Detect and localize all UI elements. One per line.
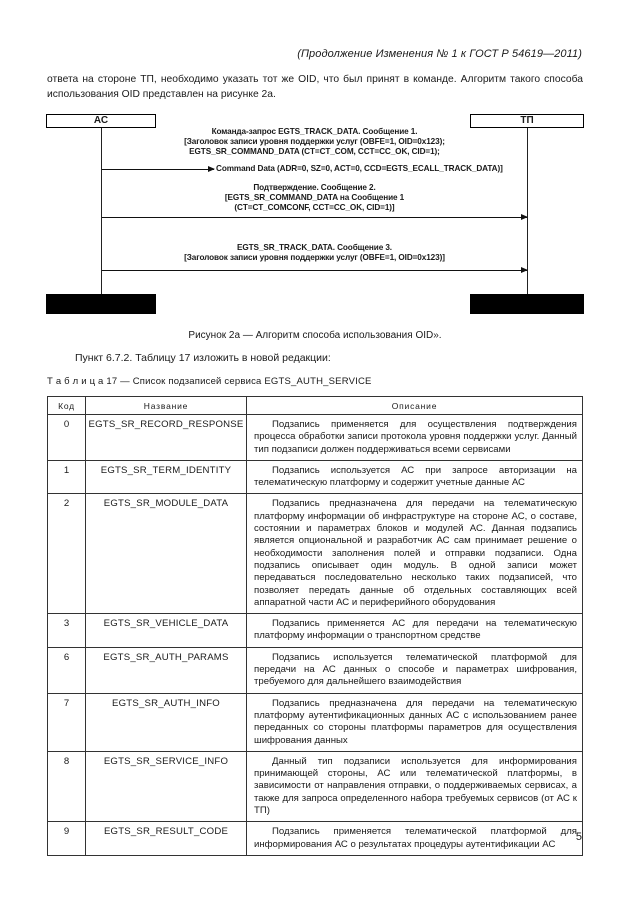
row-description: Подзапись используется телематической платформой для передачи на АС данных о способе и параметрах шифрования, требуемого для дальнейшего взаимодействия — [247, 647, 583, 693]
row-description: Подзапись применяется для осуществления подтверждения процесса обработки записи протокола уровня поддержки услуг. Данный тип подзаписи должен поддерживаться всеми сервисами — [247, 415, 583, 461]
table-row — [48, 460, 583, 494]
message-1-text-last: Command Data (ADR=0, SZ=0, ACT=0, CCD=EGTS_ECALL_TRACK_DATA)] — [216, 164, 503, 173]
sequence-diagram — [46, 114, 584, 314]
row-name: EGTS_SR_RECORD_RESPONSE — [86, 415, 247, 461]
table-row — [48, 647, 583, 693]
row-code: 3 — [48, 614, 86, 648]
row-code: 1 — [48, 460, 86, 494]
intro-paragraph: ответа на стороне ТП, необходимо указать тот же OID, что был принят в команде. Алгоритм такого способа использования OID представлен на рисунке 2а. — [47, 74, 583, 100]
row-description: Подзапись используется АС при запросе авторизации на телематическую платформу и содержит учетные данные АС — [247, 460, 583, 494]
row-name: EGTS_SR_SERVICE_INFO — [86, 751, 247, 821]
message-3-text: EGTS_SR_TRACK_DATA. Сообщение 3. [Заголовок записи уровня поддержки услуг (OBFE=1, OID=0x123)] — [184, 243, 445, 263]
row-name: EGTS_SR_MODULE_DATA — [86, 494, 247, 614]
actor-ac-label: АС — [46, 114, 156, 128]
message-2-arrow — [102, 217, 527, 218]
row-name: EGTS_SR_RESULT_CODE — [86, 822, 247, 856]
row-code: 2 — [48, 494, 86, 614]
table-caption: Т а б л и ц а 17 — Список подзаписей сервиса EGTS_AUTH_SERVICE — [47, 376, 372, 387]
row-description: Данный тип подзаписи используется для информирования принимающей стороны, АС или телематической платформы, в зависимости от направления отправки, о поддерживаемых сервисах, а также для запроса определенного набора требуемых сервисов (от АС к ТП) — [247, 751, 583, 821]
row-code: 9 — [48, 822, 86, 856]
message-1-arrow — [102, 169, 214, 170]
row-description: Подзапись применяется АС для передачи на телематическую платформу информации о транспортном средстве — [247, 614, 583, 648]
header-code: Код — [48, 397, 86, 415]
page-number: 5 — [575, 831, 582, 843]
row-name: EGTS_SR_TERM_IDENTITY — [86, 460, 247, 494]
table-row — [48, 614, 583, 648]
row-name: EGTS_SR_VEHICLE_DATA — [86, 614, 247, 648]
message-3-arrow — [102, 270, 527, 271]
message-1-text: Команда-запрос EGTS_TRACK_DATA. Сообщение 1. [Заголовок записи уровня поддержки услуг (OBFE=1, OID=0x123); EGTS_SR_COMMAND_DATA (CT=CT_COM, CCT=CC_OK, CID=1); — [184, 127, 445, 157]
row-code: 8 — [48, 751, 86, 821]
actor-ac-end-box — [46, 294, 156, 314]
table-row — [48, 494, 583, 614]
message-2-text: Подтверждение. Сообщение 2. [EGTS_SR_COMMAND_DATA на Сообщение 1 (CT=CT_COMCONF, CCT=CC_OK, CID=1)] — [224, 183, 405, 213]
subrecords-table — [47, 396, 583, 856]
header-name: Название — [86, 397, 247, 415]
row-code: 0 — [48, 415, 86, 461]
table-row — [48, 822, 583, 856]
page-header: (Продолжение Изменения № 1 к ГОСТ Р 54619—2011) — [297, 48, 582, 60]
row-code: 6 — [48, 647, 86, 693]
actor-tp-label: ТП — [470, 114, 584, 128]
row-name: EGTS_SR_AUTH_PARAMS — [86, 647, 247, 693]
amendment-paragraph: Пункт 6.7.2. Таблицу 17 изложить в новой редакции: — [75, 352, 331, 364]
table-header-row — [48, 397, 583, 415]
row-description: Подзапись предназначена для передачи на телематическую платформу аутентификационных данных АС с использованием ранее переданных со стороны платформы параметров для осуществления шифрования данных — [247, 693, 583, 751]
table-row — [48, 751, 583, 821]
header-description: Описание — [247, 397, 583, 415]
table-row — [48, 415, 583, 461]
table-row — [48, 693, 583, 751]
row-description: Подзапись предназначена для передачи на телематическую платформу информации об инфраструктуре на стороне АС, о составе, состоянии и параметрах блоков и модулей АС. Данная подзапись является опциональной и разработчик АС сам принимает решение о необходимости заполнения полей и отправки подзаписи. Одна подзапись описывает один модуль. В одной записи может передаваться последовательно несколько таких подзаписей, что позволяет передать данные об отдельных составляющих всей аппаратной части АС и периферийного оборудования — [247, 494, 583, 614]
figure-caption: Рисунок 2а — Алгоритм способа использования OID». — [188, 330, 442, 341]
actor-tp-end-box — [470, 294, 584, 314]
row-code: 7 — [48, 693, 86, 751]
row-description: Подзапись применяется телематической платформой для информирования АС о результатах процедуры аутентификации АС — [247, 822, 583, 856]
row-name: EGTS_SR_AUTH_INFO — [86, 693, 247, 751]
